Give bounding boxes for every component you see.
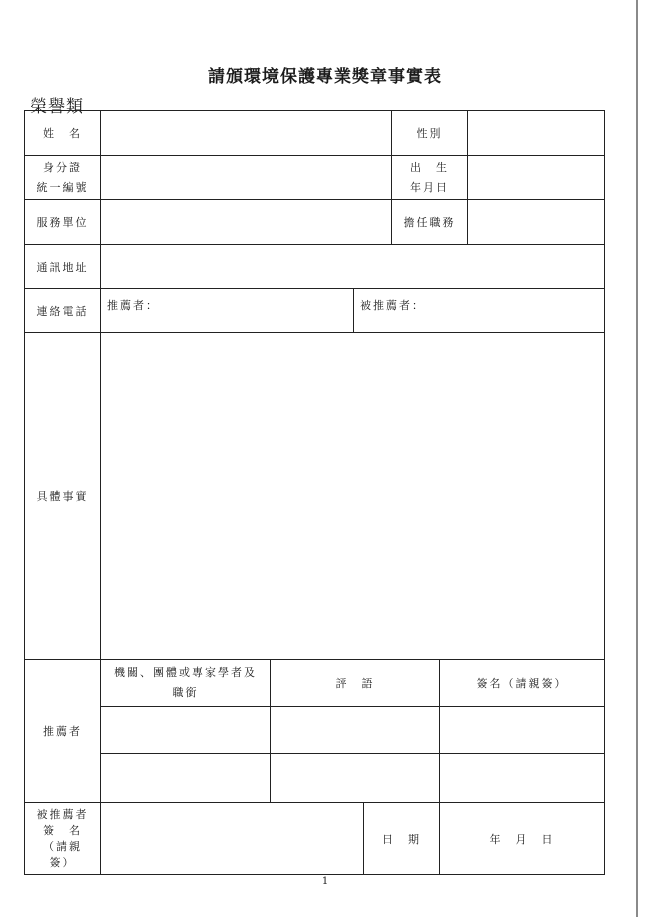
birth-field[interactable]	[467, 155, 605, 200]
rec-comment-header: 評 語	[270, 659, 440, 707]
id-label: 身分證 統一編號	[24, 155, 101, 200]
position-label: 擔任職務	[391, 199, 468, 245]
rec-comment-field-1[interactable]	[270, 706, 440, 754]
address-field[interactable]	[100, 244, 605, 289]
page-number: 1	[321, 876, 329, 887]
rec-org-field-1[interactable]	[100, 706, 271, 754]
rec-org-field-2[interactable]	[100, 753, 271, 803]
category-label: 榮譽類	[30, 97, 84, 117]
facts-field[interactable]	[100, 332, 605, 660]
date-field[interactable]	[439, 802, 605, 875]
nominee-phone-field[interactable]	[353, 288, 605, 333]
nominee-signature-field[interactable]	[100, 802, 364, 875]
recommender-phone-field[interactable]	[100, 288, 354, 333]
recommender-section-label: 推薦者	[24, 659, 101, 803]
rec-signature-field-2[interactable]	[439, 753, 605, 803]
rec-signature-field-1[interactable]	[439, 706, 605, 754]
employer-label: 服務單位	[24, 199, 101, 245]
nominee-sign-label: 被推薦者 簽 名 （請親 簽）	[24, 802, 101, 875]
id-field[interactable]	[100, 155, 392, 200]
date-label: 日 期	[363, 802, 440, 875]
position-field[interactable]	[467, 199, 605, 245]
employer-field[interactable]	[100, 199, 392, 245]
rec-comment-field-2[interactable]	[270, 753, 440, 803]
document-title: 請頒環境保護專業獎章事實表	[208, 67, 442, 87]
rec-signature-header: 簽名（請親簽）	[439, 659, 605, 707]
date-format: 年 月 日	[489, 832, 555, 846]
name-label: 姓 名	[24, 110, 101, 156]
phone-label: 連絡電話	[24, 288, 101, 333]
address-label: 通訊地址	[24, 244, 101, 289]
birth-label: 出 生 年月日	[391, 155, 468, 200]
gender-field[interactable]	[467, 110, 605, 156]
scan-edge	[636, 0, 638, 917]
gender-label: 性別	[391, 110, 468, 156]
recommender-phone-label: 推薦者：	[107, 299, 159, 312]
nominee-phone-label: 被推薦者：	[360, 299, 425, 312]
rec-org-header: 機關、團體或專家學者及職銜	[100, 659, 271, 707]
name-field[interactable]	[100, 110, 392, 156]
facts-label: 具體事實	[24, 332, 101, 660]
